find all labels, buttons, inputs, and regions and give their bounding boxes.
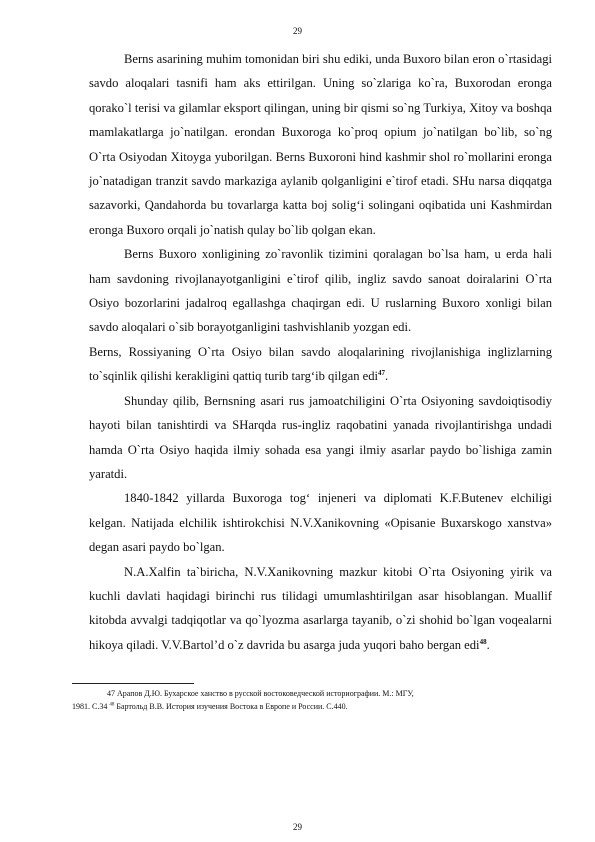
footnote-48: Бартольд В.В. История изучения Востока в Европе и России. С.440. xyxy=(114,701,348,711)
page-number-bottom: 29 xyxy=(293,822,302,832)
main-text xyxy=(89,47,552,657)
paragraph-6 xyxy=(89,560,552,658)
paragraph-5: 1840-1842 yillarda Buxoroga tog‘ injeneri va diplomati K.F.Butenev elchiligi kelgan. Natijada elchilik ishtirokchisi N.V.Xanikovning «Opisanie Buxarskogo xanstva» degan asari paydo bo`lgan. xyxy=(89,491,552,555)
footnote-48-marker: 48 xyxy=(109,701,115,707)
footnotes xyxy=(72,688,552,713)
footnote-ref-47: 47 xyxy=(378,369,386,378)
footnote-48-line xyxy=(72,701,552,714)
footnote-ref-48: 48 xyxy=(479,637,487,646)
page-number-top: 29 xyxy=(293,26,302,36)
footnote-divider xyxy=(72,683,194,684)
paragraph-3-text: Berns, Rossiyaning O`rta Osiyo bilan savdo aloqalarining rivojlanishiga inglizlarning to`sqinlik qilishi kerakligini qattiq turib targ‘ib qilgan edi xyxy=(89,344,552,384)
paragraph-6-end: . xyxy=(486,637,490,652)
paragraph-3-end: . xyxy=(385,369,389,384)
paragraph-2: Berns Buxoro xonligining zo`ravonlik tizimini qoralagan bo`lsa ham, u erda hali ham savdoning rivojlanayotganligini e`tirof qilib, ingliz savdo sanoat doiralarini O`rta Osiyo bozorlarini jadalroq egallashga chaqirgan edi. U ruslarning Buxoro xonligi bilan savdo aloqalari o`sib borayotganligini tashvishlanib yozgan edi. xyxy=(89,247,552,335)
paragraph-6-text: N.A.Xalfin ta`biricha, N.V.Xanikovning mazkur kitobi O`rta Osiyoning yirik va kuchli davlati haqidagi birinchi rus tilidagi umumlashtirilgan asar hisoblangan. Muallif kitobda avvalgi tadqiqotlar va qo`lyozma asarlarga tayanib, o`zi shohid bo`lgan voqealarni hikoya qiladi. V.V.Bartol’d o`z davrida bu asarga juda yuqori baho bergan edi xyxy=(89,564,552,652)
paragraph-3 xyxy=(89,340,552,389)
paragraph-4: Shunday qilib, Bernsning asari rus jamoatchiligini O`rta Osiyoning savdoiqtisodiy hayoti bilan tanishtirdi va SHarqda rus-ingliz raqobatini yanada rivojlantirishga undadi hamda O`rta Osiyo haqida ilmiy sohada esa yangi ilmiy asarlar paydo bo`lishiga zamin yaratdi. xyxy=(89,393,552,481)
paragraph-1: Berns asarining muhim tomonidan biri shu ediki, unda Buxoro bilan eron o`rtasidagi savdo aloqalari tasnifi ham aks ettirilgan. Uning so`zlariga ko`ra, Buxorodan eronga qorako`l terisi va gilamlar eksport qilingan, uning bir qismi so`ng Turkiya, Xitoy va boshqa mamlakatlarga jo`natilgan. erondan Buxoroga ko`proq opium jo`natilgan bo`lib, so`ng O`rta Osiyodan Xitoyga yuborilgan. Berns Buxoroni hind kashmir shol ro`mollarini eronga jo`natadigan tranzit savdo markaziga aylanib qolganligini e`tirof etadi. SHu narsa diqqatga sazavorki, Qandahorda bu tovarlarga katta boj solig‘i solingani oqibatida uni Kashmirdan eronga Buxoro orqali jo`natish qulay bo`lib qolgan ekan. xyxy=(89,52,552,237)
footnote-47-page: 1981. С.34 xyxy=(72,701,110,711)
footnote-47: 47 Арапов Д.Ю. Бухарское ханство в русской востоковедческой историографии. М.: МГУ, xyxy=(107,689,414,698)
